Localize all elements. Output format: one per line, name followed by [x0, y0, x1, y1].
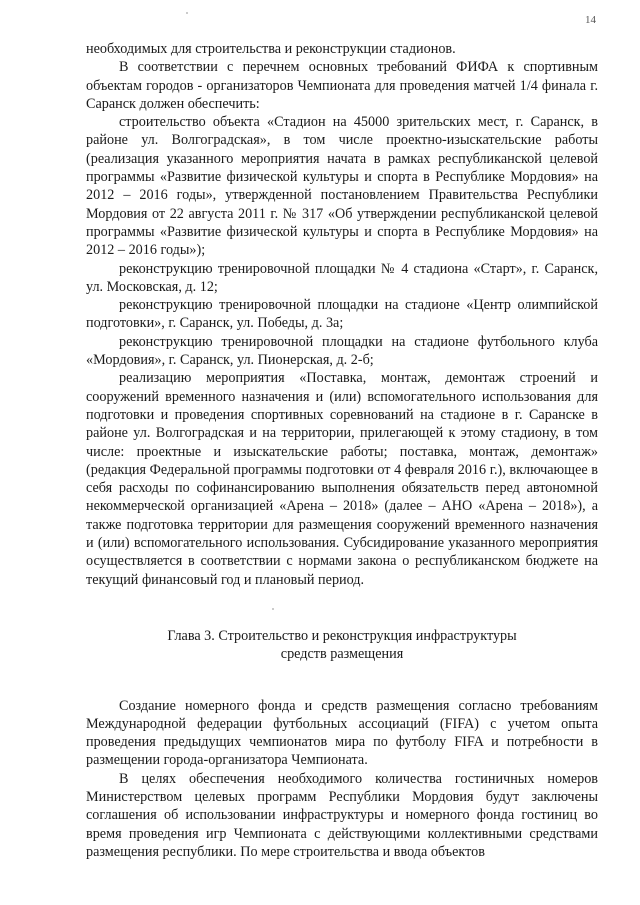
document-body [86, 40, 598, 861]
top-section [86, 40, 598, 589]
list-item-temporary-structures: реализацию мероприятия «Поставка, монтаж, демонтаж строений и сооружений временного назначения и (или) вспомогательного использования для подготовки и проведения спортивных соревнований на стадионе в г. Саранске в районе ул. Волгоградская и на территории, прилегающей к этому стадиону, в том числе: проектные и изыскательские работы; поставка, монтаж, демонтаж» (редакция Федеральной программы подготовки от 4 февраля 2016 г.), включающее в себя расходы по софинансированию выполнения обязательств перед автономной некоммерческой организацией «Арена – 2018» (далее – АНО «Арена – 2018»), а также подготовка территории для размещения сооружений временного назначения и (или) вспомогательного использования. Субсидирование указанного мероприятия осуществляется в соответствии с нормами закона о республиканском бюджете на текущий финансовый год и плановый период. [86, 370, 598, 588]
page-number: 14 [585, 14, 596, 26]
scan-speck [186, 12, 188, 14]
paragraph: В соответствии с перечнем основных требований ФИФА к спортивным объектам городов - организаторов Чемпионата для проведения матчей 1/4 финала г. Саранск должен обеспечить: [86, 59, 598, 112]
list-item-stadium: строительство объекта «Стадион на 45000 зрительских мест, г. Саранск, в районе ул. Волгоградская», в том числе проектно-изыскательские работы (реализация указанного мероприятия начата в рамках республиканской целевой программы «Развитие физической культуры и спорта в Республике Мордовия» на 2012 – 2016 годы», утвержденной постановлением Правительства Республики Мордовия от 22 августа 2011 г. № 317 «Об утверждении республиканской целевой программы «Развитие физической культуры и спорта в Республике Мордовия» на 2012 – 2016 годы»); [86, 114, 598, 259]
scan-speck [272, 608, 274, 610]
paragraph: Создание номерного фонда и средств размещения согласно требованиям Международной федерации футбольных ассоциаций (FIFA) с учетом опыта проведения предыдущих чемпионатов мира по футболу FIFA и потребности в размещении города-организатора Чемпионата. [86, 697, 598, 769]
chapter-heading-line1: Глава 3. Строительство и реконструкция инфраструктуры [167, 627, 517, 644]
chapter-heading-line2: средств размещения [280, 646, 404, 663]
chapter-heading [86, 627, 598, 664]
paragraph: необходимых для строительства и реконструкции стадионов. [86, 41, 456, 57]
list-item-training-start: реконструкцию тренировочной площадки № 4 стадиона «Старт», г. Саранск, ул. Московская, д. 12; [86, 260, 598, 295]
list-item-training-olympic: реконструкцию тренировочной площадки на стадионе «Центр олимпийской подготовки», г. Саранск, ул. Победы, д. 3а; [86, 297, 598, 332]
list-item-training-mordovia: реконструкцию тренировочной площадки на стадионе футбольного клуба «Мордовия», г. Саранск, ул. Пионерская, д. 2-б; [86, 333, 598, 369]
bottom-section [86, 697, 598, 862]
paragraph: В целях обеспечения необходимого количества гостиничных номеров Министерством целевых программ Республики Мордовия будут заключены соглашения об использовании инфраструктуры и номерного фонда гостиниц во время проведения игр Чемпионата с действующими коллективными средствами размещения республики. По мере строительства и ввода объектов [86, 770, 598, 860]
